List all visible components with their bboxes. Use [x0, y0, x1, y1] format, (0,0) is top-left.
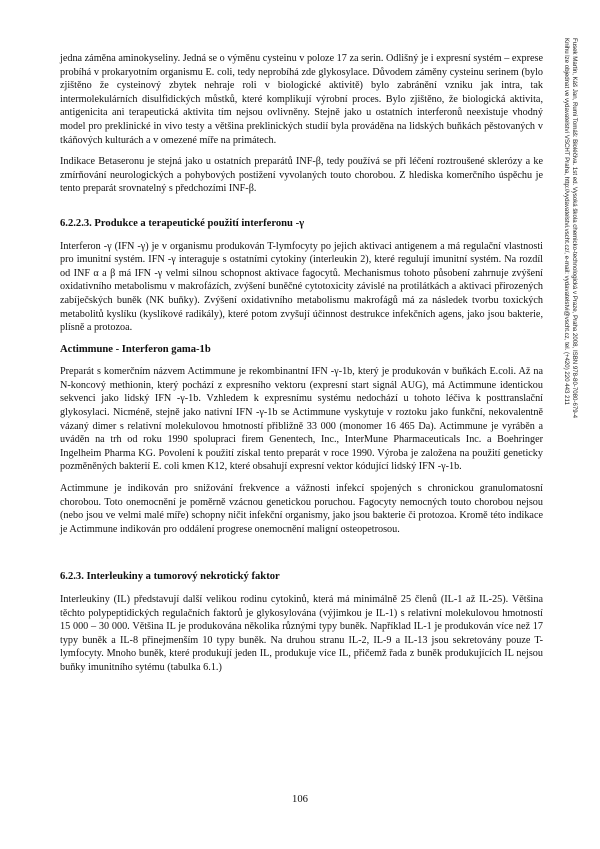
text-body: [60, 52, 543, 683]
page-number: 106: [292, 794, 308, 805]
paragraph-actimmune-description: Preparát s komerčním názvem Actimmune je rekombinantní IFN -γ-1b, který je produkován v buňkách E.coli. Až na N-koncový methionin, který pochází z expresního vektoru (expresní start signál AUG), má Actimmune identickou sekvenci jako lidský IFN -γ-1b. Vzhledem k expresnímu systému nedochází u tohoto léčiva k posttranslační glykosylaci. Nicméně, stejně jako nativní IFN -γ-1b se Actimmune vyskytuje v roztoku jako funkční, nekovalentně vázaný dimer s relativní molekulovou hmotností přibližně 33 000 (monomer 16 465 Da). Actimmune je vyráběn a uváděn na trh od roku 1990 spolupraci firem Genentech, Inc., InterMune Pharmaceuticals Inc. a Boehringer Ingelheim Pharma KG. Povolení k použití získal tento preparát v roce 1990. Výroba je založena na použití geneticky pozměněných bakterií E. coli kmen K12, které obsahují expresní vektor kódující lidský IFN -γ-1b.: [60, 366, 543, 473]
heading-interleukins: 6.2.3. Interleukiny a tumorový nekrotický faktor: [60, 571, 280, 583]
heading-interferon-gamma: 6.2.2.3. Produkce a terapeutické použití interferonu -γ: [60, 217, 305, 229]
paragraph-betaseron-indication: Indikace Betaseronu je stejná jako u ostatních preparátů INF-β, tedy používá se při léčení roztroušené sklerózy a ke zmírňování neurologických a pohybových postižení vyvolaných touto chorobou. Z hlediska komerčního úspěchu je tento preparát srovnatelný s předchozími INF-β.: [60, 156, 543, 195]
paragraph-interferon-gamma: Interferon -γ (IFN -γ) je v organismu produkován T-lymfocyty po jejich aktivaci antigenem a má regulační vlastnosti pro imunitní systém. IFN -γ interaguje s ostatními cytokiny (interleukin 2), které regulují imunitní systém. Na rozdíl od INF α a β má IFN -γ velmi silnou schopnost aktivace fagocytů. Mechanismus tohoto působení zahrnuje zvýšení oxidativního metabolismu v makrofázích, zvýšení buněčné cytotoxicity závislé na protilátkách a aktivaci přirozených zabíječských buněk (NK buňky). Zvýšení oxidativního metabolismu makrofágů má za následek tvorbu toxických metabolitů kyslíku (kyslíkové radikály), které potom zvyšují účinnost destrukce infekčních agens, jako jsou bakterie, plísně a protozoa.: [60, 240, 543, 334]
citation-line-2: Knihu lze objednat ve vydavatelství VŠCHT Praha, http://vydavatelstvi.vscht.cz/, e-mail: vydavatelstvi@vscht.cz, tel. (+420) 220 443 211: [562, 38, 570, 405]
paragraph-betaseron-intro: jedna záměna aminokyseliny. Jedná se o výměnu cysteinu v poloze 17 za serin. Odlišný je i expresní systém – exprese probíhá v prokaryotním organismu E. coli, tedy neprobíhá zde glykosylace. Důvodem záměny cysteinu serinem (bylo zjištěno že cysteinový zbytek nehraje roli v biologické aktivitě) bylo zabránění vzniku jak intra, tak intermolekulárních disulfidických můstků, které komplikují výrobní proces. Bylo zjištěno, že biologická aktivita, antigenicita ani terapeutická aktivita tím nejsou ovlivněny. Stejně jako u ostatních interferonů neexistuje vhodný model pro preklinické in vivo testy a většina preklinických studií byla prováděna na lidských buňkách pěstovaných v tkáňových kulturách a v omezené míře na primátech.: [60, 53, 543, 146]
citation-line-1: Fusek Martin, Káš Jan, Rumi Tomáš: Bioléčiva. 1st ed. Vysoká škola chemicko-technologická v Praze, Praha 2008, ISBN 978-80-7080-679-4: [571, 38, 578, 419]
paragraph-interleukins: Interleukiny (IL) představují další velikou rodinu cytokinů, která má minimálně 25 členů (IL-1 až IL-25). Většina těchto polypeptidických regulačních faktorů je glykosylována (výjimkou je IL-1) s relativní molekulovou hmotností 15 000 – 30 000. Většina IL je produkována několika různými typy buněk. Například IL-1 je produkován více než 17 typy buněk a IL-8 přinejmenším 10 typy buněk. Na druhou stranu IL-2, IL-9 a IL-13 jsou sekretovány pouze T-lymfocyty. Mnoho buněk, které produkují jeden IL, produkuje více IL, přičemž řada z buněk produkujících IL nejsou buňky imunitního sytému (tabulka 6.1.): [60, 594, 543, 673]
paragraph-actimmune-indication: Actimmune je indikován pro snižování frekvence a vážnosti infekcí spojených s chronickou granulomatosní chorobou. Toto onemocnění je poměrně vzácnou genetickou poruchou. Fagocyty nemocných touto chorobou nejsou (nebo jsou ve velmi malé míře) schopny ničit infekční organismy, jako jsou bakterie či protozoa. Kromě této indikace je Actimmune indikován pro oddálení progrese onemocnění maligní osteopetrosou.: [60, 483, 543, 535]
heading-actimmune: Actimmune - Interferon gama-1b: [60, 343, 211, 355]
side-citation: [552, 38, 578, 598]
